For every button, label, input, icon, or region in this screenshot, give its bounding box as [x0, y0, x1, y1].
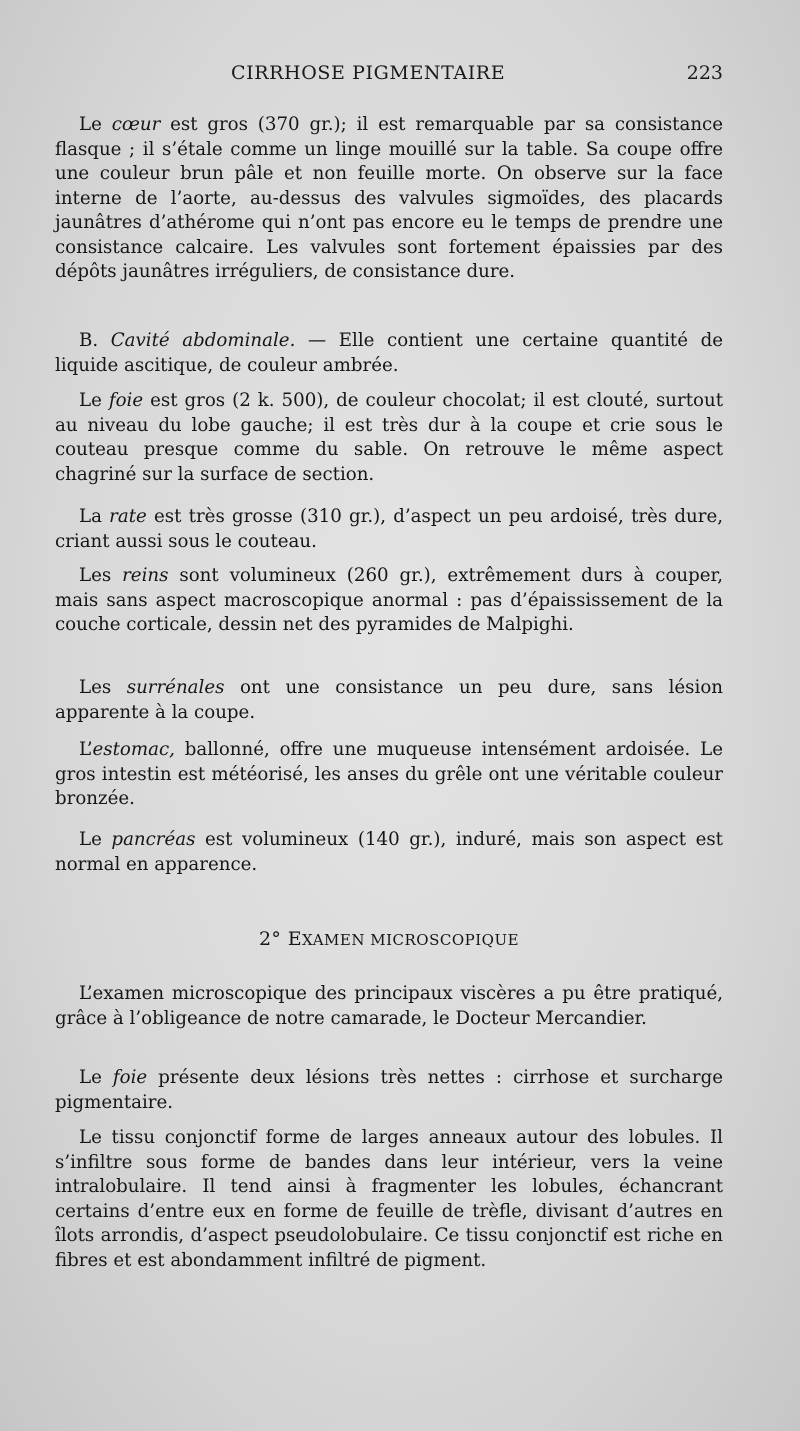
section-heading — [55, 928, 723, 950]
section-title-text: XAMEN MICROSCOPIQUE — [302, 931, 520, 949]
italic-term: reins — [122, 565, 169, 586]
text-run: est volumineux (140 gr.), induré, mais son aspect est normal en apparence. — [55, 829, 723, 875]
paragraph-heart — [55, 113, 723, 285]
text-run: Les — [79, 677, 127, 698]
italic-term: foie — [108, 390, 144, 411]
italic-term: Cavité abdominale. — [110, 330, 296, 351]
text-run: est gros (370 gr.); il est remarquable par sa consistance flasque ; il s’étale comme un linge mouillé sur la table. Sa coupe offre une couleur brun pâle et non feuille morte. On observe sur la face interne de l’aorte, au-dessus des valvules sigmoïdes, des placards jaunâtres d’athérome qui n’ont pas encore eu le temps de prendre une consistance calcaire. Les valvules sont fortement épaissies par des dépôts jaunâtres irréguliers, de consistance dure. — [55, 114, 724, 282]
italic-term: foie — [112, 1067, 148, 1088]
italic-term: estomac, — [92, 739, 175, 760]
text-run: — Elle contient une certaine quantité de liquide ascitique, de couleur ambrée. — [55, 330, 724, 376]
text-run: est gros (2 k. 500), de couleur chocolat; il est clouté, surtout au niveau du lobe gauche; il est très dur à la coupe et crie sous le couteau presque comme du sable. On retrouve le même aspect chagriné sur la surface de section. — [55, 390, 723, 485]
text-run: Le — [79, 390, 109, 411]
paragraph-liver-lesions — [55, 1066, 723, 1115]
text-run: ballonné, offre une muqueuse intensément ardoisée. Le gros intestin est météorisé, les anses du grêle ont une véritable couleur bronzée. — [55, 739, 723, 809]
text-run: L’ — [79, 739, 93, 760]
paragraph-stomach — [55, 738, 723, 812]
text-run: est très grosse (310 gr.), d’aspect un peu ardoisé, très dure, criant aussi sous le couteau. — [55, 506, 723, 552]
running-title: CIRRHOSE PIGMENTAIRE — [231, 62, 506, 84]
italic-term: cœur — [111, 114, 161, 135]
text-run: présente deux lésions très nettes : cirrhose et surcharge pigmentaire. — [55, 1067, 724, 1113]
paragraph-spleen — [55, 505, 723, 554]
section-number: 2° E — [258, 928, 303, 950]
italic-term: rate — [109, 506, 147, 527]
paragraph-liver — [55, 389, 723, 487]
text-run: Le — [79, 829, 112, 850]
text-run: Les — [79, 565, 123, 586]
paragraph-kidneys — [55, 564, 723, 638]
paragraph-abdominal-cavity — [55, 329, 723, 378]
paragraph-microscopic-intro — [55, 982, 723, 1031]
italic-term: pancréas — [111, 829, 196, 850]
text-run: Le tissu conjonctif forme de larges anneaux autour des lobules. Il s’infiltre sous forme de bandes dans leur intérieur, vers la veine intralobulaire. Il tend ainsi à fragmenter les lobules, échancrant certains d’entre eux en forme de feuille de trèfle, divisant d’autres en îlots arrondis, d’aspect pseudolobulaire. Ce tissu conjonctif est riche en fibres et est abondamment infiltré de pigment. — [55, 1127, 723, 1271]
italic-term: surrénales — [126, 677, 225, 698]
paragraph-pancreas — [55, 828, 723, 877]
page-number: 223 — [686, 62, 723, 84]
paragraph-adrenals — [55, 676, 723, 725]
page-header — [55, 62, 723, 90]
text-run: Le — [79, 1067, 113, 1088]
text-run: La — [79, 506, 110, 527]
text-run: sont volumineux (260 gr.), extrêmement durs à couper, mais sans aspect macroscopique anormal : pas d’épaississement de la couche corticale, dessin net des pyramides de Malpighi. — [55, 565, 723, 635]
text-run: Le — [79, 114, 112, 135]
paragraph-connective-tissue — [55, 1126, 723, 1273]
text-run: ont une consistance un peu dure, sans lésion apparente à la coupe. — [55, 677, 723, 723]
text-run: B. — [79, 330, 111, 351]
text-run: L’examen microscopique des principaux viscères a pu être pratiqué, grâce à l’obligeance de notre camarade, le Docteur Mercandier. — [55, 983, 723, 1029]
